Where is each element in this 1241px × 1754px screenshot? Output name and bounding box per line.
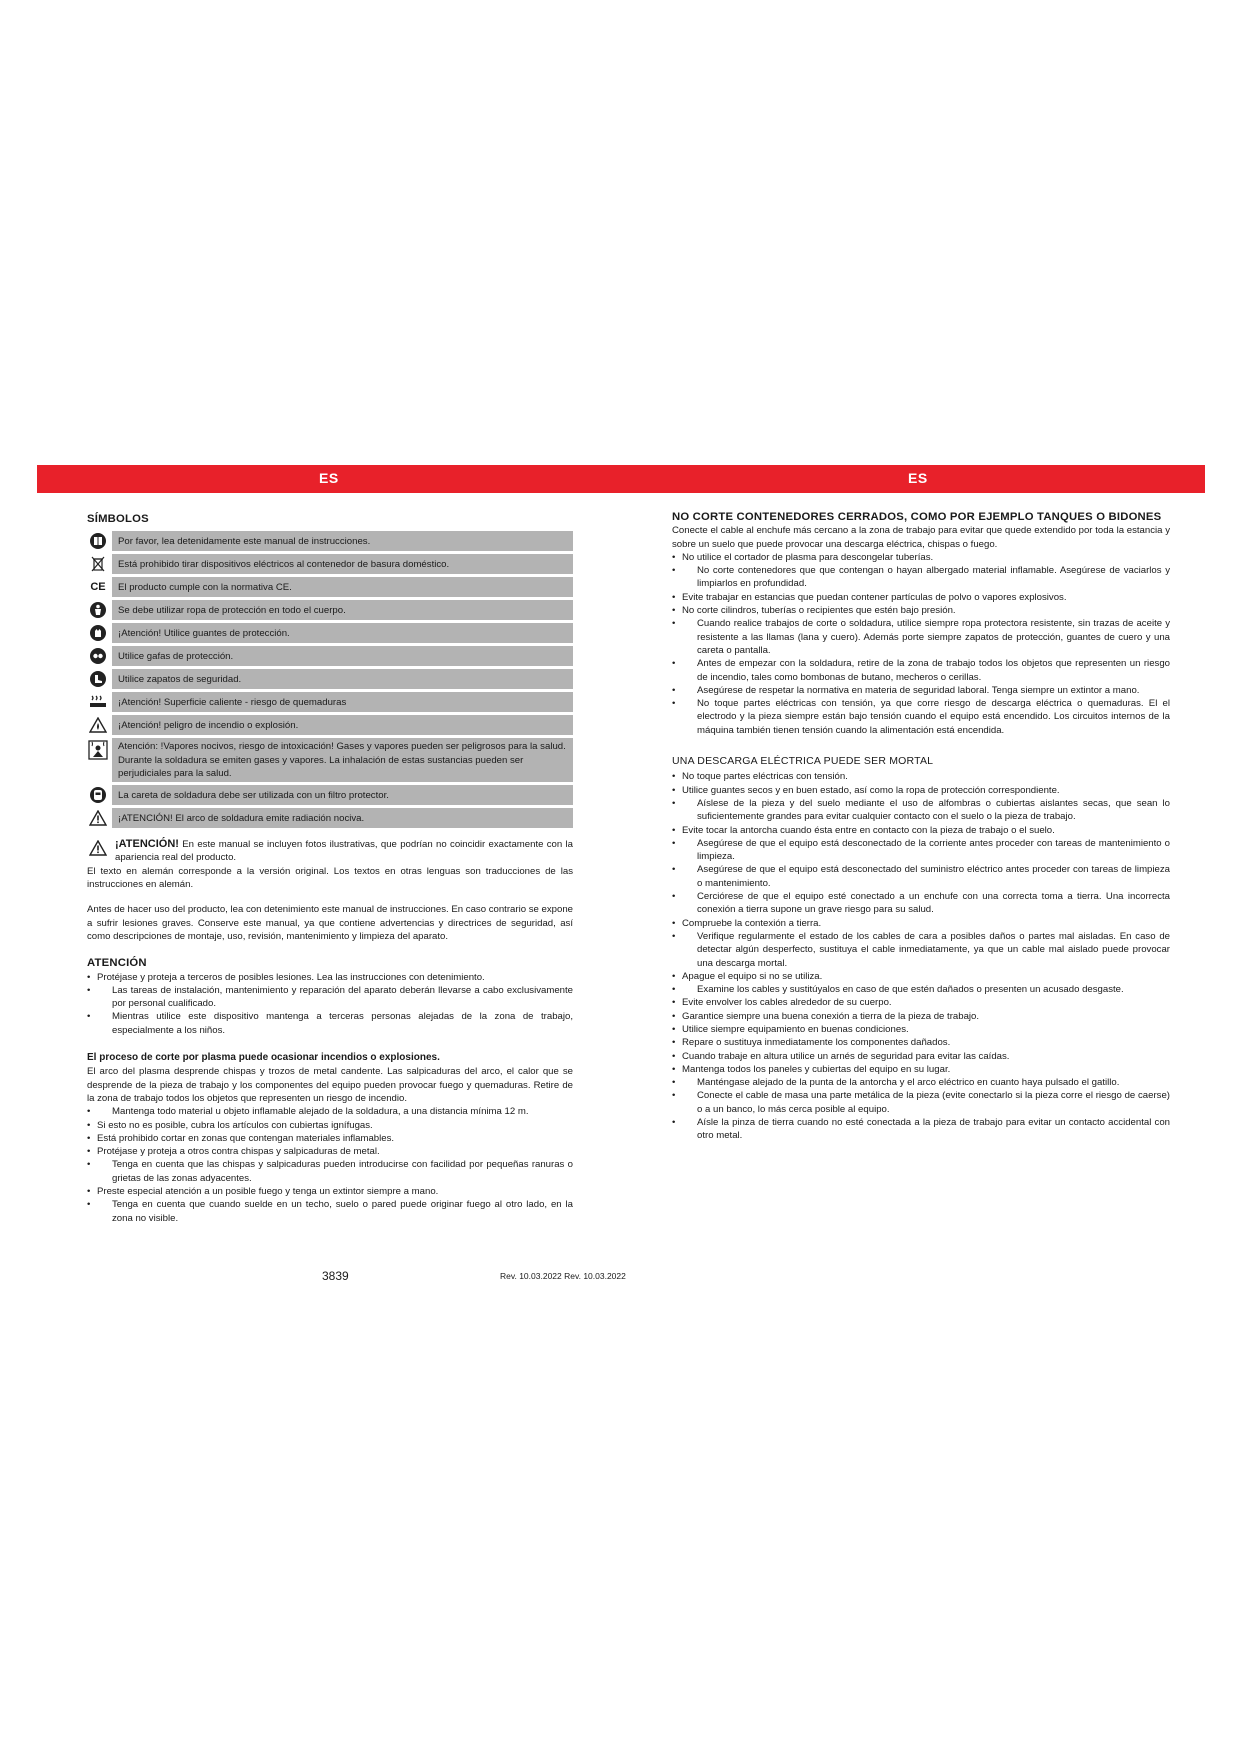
symbol-row [87, 600, 573, 620]
list-item: • No corte cilindros, tuberías o recipientes que estén bajo presión. [672, 604, 1170, 617]
list-item: • No corte contenedores que que contengan o hayan albergado material inflamable. Asegúrese de vaciarlos y limpiarlos en profundidad. [672, 564, 1170, 591]
safety-shoes-icon [87, 669, 109, 689]
symbol-text: Utilice zapatos de seguridad. [112, 669, 573, 689]
symbol-text: Utilice gafas de protección. [112, 646, 573, 666]
shock-list [672, 770, 1170, 1142]
list-item: • Las tareas de instalación, mantenimiento y reparación del aparato deberán llevarse a cabo exclusivamente por personal cualificado. [87, 984, 573, 1011]
symbol-row [87, 623, 573, 643]
list-item: • Conecte el cable de masa una parte metálica de la pieza (evite conectarlo si la pieza corre el riesgo de caerse) o a un banco, lo más cerca posible al equipo. [672, 1089, 1170, 1116]
list-item: • Utilice guantes secos y en buen estado, así como la ropa de protección correspondiente. [672, 784, 1170, 797]
list-item: • Si esto no es posible, cubra los artículos con cubiertas ignífugas. [87, 1119, 573, 1132]
list-item: • Preste especial atención a un posible fuego y tenga un extintor siempre a mano. [87, 1185, 573, 1198]
list-item: • No toque partes eléctricas con tensión, ya que corre riesgo de descarga eléctrica o quemaduras. El el electrodo y la pieza siempre están bajo tensión cuando el equipo está encendido. Los circuitos internos de la máquina también tienen tensión cuando la alimentación está encendida. [672, 697, 1170, 737]
symbol-row [87, 808, 573, 828]
list-item: • Tenga en cuenta que las chispas y salpicaduras pueden introducirse con facilidad por pequeñas ranuras o grietas de las zonas adyacentes. [87, 1158, 573, 1185]
list-item: • Protéjase y proteja a terceros de posibles lesiones. Lea las instrucciones con detenimiento. [87, 971, 573, 984]
list-item: • Verifique regularmente el estado de los cables de cara a posibles daños o partes mal aisladas. En caso de detectar algún desperfecto, sustituya el cable inmediatamente, ya que un cable mal aislado puede provocar una descarga mortal. [672, 930, 1170, 970]
list-item: • Mantenga todo material u objeto inflamable alejado de la soldadura, a una distancia mínima 12 m. [87, 1105, 573, 1118]
symbol-text: Por favor, lea detenidamente este manual de instrucciones. [112, 531, 573, 551]
symbol-text: ¡ATENCIÓN! El arco de soldadura emite radiación nociva. [112, 808, 573, 828]
manual-icon [87, 531, 109, 551]
ce-mark-icon: CE [90, 580, 106, 593]
symbol-row [87, 577, 573, 597]
list-item: • Asegúrese de que el equipo está desconectado de la corriente antes proceder con tareas de mantenimiento o limpieza. [672, 837, 1170, 864]
list-item: • Utilice siempre equipamiento en buenas condiciones. [672, 1023, 1170, 1036]
list-item: • Mientras utilice este dispositivo mantenga a terceras personas alejadas de la zona de trabajo, especialmente a los niños. [87, 1010, 573, 1037]
shock-title: UNA DESCARGA ELÉCTRICA PUEDE SER MORTAL [672, 755, 934, 768]
list-item: • Evite envolver los cables alrededor de su cuerpo. [672, 996, 1170, 1009]
symbol-text: ¡Atención! Superficie caliente - riesgo de quemaduras [112, 692, 573, 712]
list-item: • Evite trabajar en estancias que puedan contener partículas de polvo o vapores explosivos. [672, 591, 1170, 604]
symbol-text: Se debe utilizar ropa de protección en todo el cuerpo. [112, 600, 573, 620]
list-item: • Antes de empezar con la soldadura, retire de la zona de trabajo todos los objetos que representen un riesgo de incendio, tales como bombonas de butano, mecheros o cerillas. [672, 657, 1170, 684]
symbol-row [87, 715, 573, 735]
plasma-intro: El arco del plasma desprende chispas y trozos de metal candente. Las salpicaduras del arco, el calor que se desprende de la pieza de trabajo y los componentes del equipo pueden provocar fuego y quemaduras. Retire de la zona de trabajo todos los objetos que representen un riesgo de incendio. [87, 1066, 573, 1104]
list-item: • Manténgase alejado de la punta de la antorcha y el arco eléctrico en cuanto haya pulsado el gatillo. [672, 1076, 1170, 1089]
list-item: • Examine los cables y sustitúyalos en caso de que estén dañados o presenten un acusado desgaste. [672, 983, 1170, 996]
list-item: • Repare o sustituya inmediatamente los componentes dañados. [672, 1036, 1170, 1049]
symbol-row [87, 531, 573, 551]
page-number: 3839 [322, 1269, 349, 1283]
attention-bold: ¡ATENCIÓN! [115, 838, 179, 851]
list-item: • Cuando realice trabajos de corte o soldadura, utilice siempre ropa protectora resistente, sin trazas de aceite y resistente a las llamas (lana y cuero). Además porte siempre zapatos de protección, guantes de cuero y una careta o pantalla. [672, 617, 1170, 657]
welding-mask-icon [87, 785, 109, 805]
fumes-warning-icon [87, 738, 109, 782]
language-label-right: ES [908, 470, 928, 486]
language-label-left: ES [319, 470, 339, 486]
list-item: • Protéjase y proteja a otros contra chispas y salpicaduras de metal. [87, 1145, 573, 1158]
list-item: • Garantice siempre una buena conexión a tierra de la pieza de trabajo. [672, 1010, 1170, 1023]
german-note: El texto en alemán corresponde a la versión original. Los textos en otras lenguas son traducciones de las instrucciones en alemán. [87, 865, 573, 891]
list-item: • Compruebe la contexión a tierra. [672, 917, 1170, 930]
symbol-text: Atención: !Vapores nocivos, riesgo de intoxicación! Gases y vapores pueden ser peligrosos para la salud. Durante la soldadura se emiten gases y vapores. La inhalación de estas sustancias pueden ser perjudiciales para la salud. [112, 738, 573, 782]
list-item: • Está prohibido cortar en zonas que contengan materiales inflamables. [87, 1132, 573, 1145]
list-item: • Mantenga todos los paneles y cubiertas del equipo en su lugar. [672, 1063, 1170, 1076]
plasma-list [87, 1105, 573, 1225]
atencion-title: ATENCIÓN [87, 957, 147, 970]
list-item: • Asegúrese de que el equipo está desconectado del suministro eléctrico antes proceder con tareas de limpieza o mantenimiento. [672, 863, 1170, 890]
plasma-title: El proceso de corte por plasma puede ocasionar incendios o explosiones. [87, 1052, 440, 1064]
list-item: • No toque partes eléctricas con tensión. [672, 770, 1170, 783]
symbol-text: ¡Atención! peligro de incendio o explosión. [112, 715, 573, 735]
symbol-row [87, 554, 573, 574]
containers-intro: Conecte el cable al enchufe más cercano a la zona de trabajo para evitar que quede extendido por toda la estancia y sobre un suelo que puede provocar una descarga eléctrica, chispas o fuego. [672, 525, 1170, 550]
goggles-icon [87, 646, 109, 666]
hot-surface-icon [87, 692, 109, 712]
list-item: • Tenga en cuenta que cuando suelde en un techo, suelo o pared puede originar fuego al otro lado, en la zona no visible. [87, 1198, 573, 1225]
symbols-title: SÍMBOLOS [87, 513, 149, 525]
symbol-text: ¡Atención! Utilice guantes de protección. [112, 623, 573, 643]
list-item: • No utilice el cortador de plasma para descongelar tuberías. [672, 551, 1170, 564]
fire-warning-icon [87, 715, 109, 735]
list-item: • Evite tocar la antorcha cuando ésta entre en contacto con la pieza de trabajo o el suelo. [672, 824, 1170, 837]
left-column [87, 513, 573, 1225]
crossed-bin-icon [87, 554, 109, 574]
containers-title: NO CORTE CONTENEDORES CERRADOS, COMO POR EJEMPLO TANQUES O BIDONES [672, 511, 1162, 523]
before-use-text: Antes de hacer uso del producto, lea con detenimiento este manual de instrucciones. En caso contrario se expone a sufrir lesiones graves. Conserve este manual, ya que contiene advertencias y directrices de seguridad, así como descripciones de montaje, uso, revisión, mantenimiento y limpieza del aparato. [87, 904, 573, 942]
radiation-warning-icon [87, 808, 109, 828]
list-item: • Cuando trabaje en altura utilice un arnés de seguridad para evitar las caídas. [672, 1050, 1170, 1063]
list-item: • Aíslese de la pieza y del suelo mediante el uso de alfombras o cubiertas aislantes secas, que sean lo suficientemente grandes para evitar cualquier contacto con el suelo o la pieza de trabajo. [672, 797, 1170, 824]
right-column [672, 511, 1170, 1143]
symbol-row [87, 692, 573, 712]
protective-clothing-icon [87, 600, 109, 620]
symbol-text: La careta de soldadura debe ser utilizada con un filtro protector. [112, 785, 573, 805]
attention-note [87, 838, 573, 865]
containers-list [672, 551, 1170, 737]
language-header-band [37, 465, 1205, 493]
list-item: • Cerciórese de que el equipo esté conectado a un enchufe con una correcta toma a tierra. Una incorrecta conexión a tierra supone un grave riesgo para su salud. [672, 890, 1170, 917]
symbol-row [87, 738, 573, 782]
symbol-text: El producto cumple con la normativa CE. [112, 577, 573, 597]
symbol-text: Está prohibido tirar dispositivos eléctricos al contenedor de basura doméstico. [112, 554, 573, 574]
symbol-row [87, 785, 573, 805]
atencion-list [87, 971, 573, 1037]
list-item: • Asegúrese de respetar la normativa en materia de seguridad laboral. Tenga siempre un extintor a mano. [672, 684, 1170, 697]
list-item: • Apague el equipo si no se utiliza. [672, 970, 1170, 983]
warning-triangle-icon [89, 840, 107, 860]
revision-date: Rev. 10.03.2022 Rev. 10.03.2022 [500, 1271, 626, 1281]
gloves-icon [87, 623, 109, 643]
symbol-row [87, 669, 573, 689]
symbol-row [87, 646, 573, 666]
list-item: • Aísle la pinza de tierra cuando no esté conectada a la pieza de trabajo para evitar un contacto accidental con otro metal. [672, 1116, 1170, 1143]
attention-text: En este manual se incluyen fotos ilustrativas, que podrían no coincidir exactamente con la apariencia real del producto. [115, 839, 573, 864]
